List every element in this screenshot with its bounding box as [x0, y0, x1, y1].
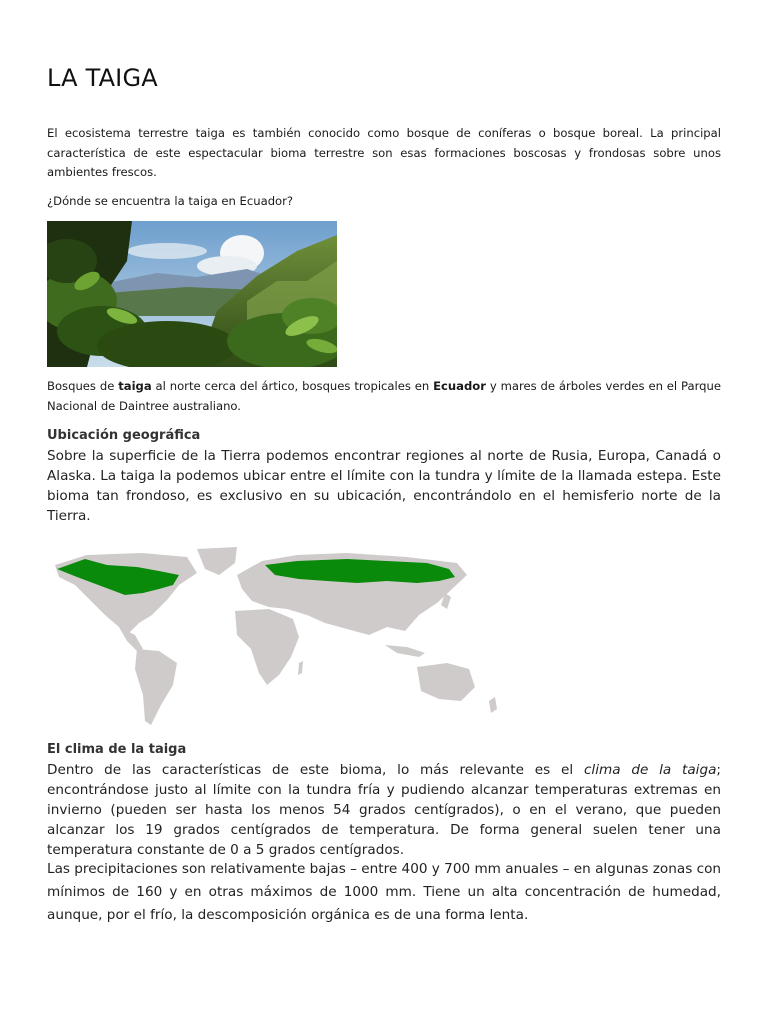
- forest-photo: [47, 221, 337, 367]
- taiga-world-map: [47, 545, 505, 731]
- photo-caption: [47, 377, 721, 416]
- clima-italic-link: clima de la taiga: [583, 762, 717, 778]
- caption-text-3: y mares de árboles verdes en el Parque Nacional de Daintree australiano.: [47, 379, 721, 413]
- caption-bold-ecuador: Ecuador: [433, 379, 486, 393]
- intro-paragraph: El ecosistema terrestre taiga es también conocido como bosque de coníferas o bosque boreal. La principal característica de este espectacular bioma terrestre son esas formaciones boscosas y frondosas sobre unos ambientes frescos.: [47, 126, 721, 179]
- caption-text-2: al norte cerca del ártico, bosques tropicales en: [151, 379, 434, 393]
- clima-heading: El clima de la taiga: [47, 742, 187, 757]
- clima-paragraph-2: Las precipitaciones son relativamente bajas – entre 400 y 700 mm anuales – en algunas zonas con mínimos de 160 y en otras máximos de 1000 mm. Tiene un alta concentración de humedad, aunque, por el frío, la descomposición orgánica es de una forma lenta.: [47, 861, 722, 923]
- caption-text-1: Bosques de: [47, 379, 119, 393]
- clima-text-b: ; encontrándose justo al límite con la tundra fría y pudiendo alcanzar temperaturas extremas en invierno (pueden ser hasta los menos 54 grados centígrados), o en el verano, que pueden alcanzar los 19 grados centígrados de temperatura. De forma general suelen tener una temperatura constante de 0 a 5 grados centígrados.: [47, 762, 721, 858]
- page-title: LA TAIGA: [47, 64, 158, 92]
- ubicacion-heading: Ubicación geográfica: [47, 428, 201, 443]
- ubicacion-paragraph: Sobre la superficie de la Tierra podemos encontrar regiones al norte de Rusia, Europa, Canadá o Alaska. La taiga la podemos ubicar entre el límite con la tundra y límite de la llamada estepa. Este bioma tan frondoso, es exclusivo en su ubicación, encontrándolo en el hemisferio norte de la Tierra.: [47, 448, 721, 524]
- clima-text-a: Dentro de las características de este bioma, lo más relevante es el: [47, 762, 584, 778]
- clima-paragraph-1: [47, 760, 721, 860]
- question-paragraph: ¿Dónde se encuentra la taiga en Ecuador?: [47, 194, 294, 208]
- caption-bold-taiga: taiga: [118, 379, 152, 393]
